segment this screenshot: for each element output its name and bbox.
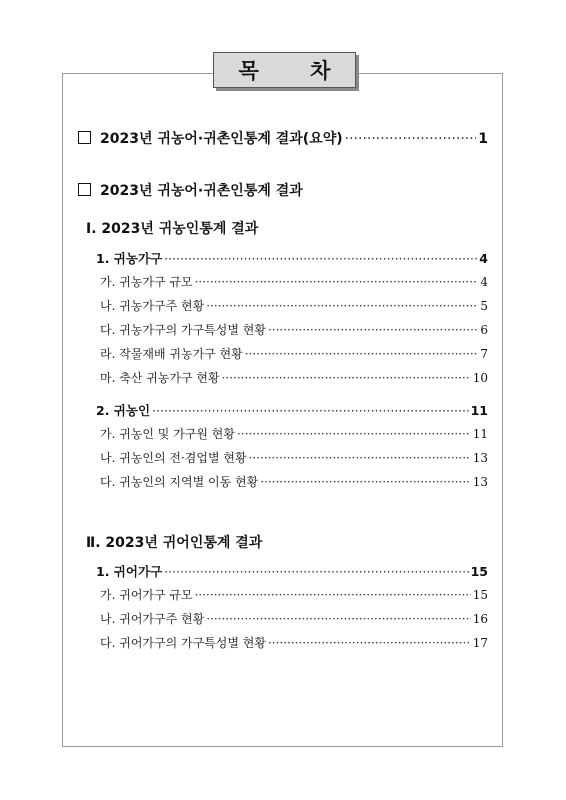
toc-item-entry[interactable] [100, 473, 488, 490]
item-label: 가. 귀농인 및 가구원 현황 [100, 427, 235, 441]
toc-section-entry[interactable] [96, 249, 488, 267]
item-label: 가. 귀어가구 규모 [100, 588, 193, 602]
item-label: 다. 귀농인의 지역별 이동 현황 [100, 475, 259, 489]
dot-leader [268, 323, 478, 337]
dot-leader [195, 275, 479, 289]
part2-heading: Ⅱ. 2023년 귀어인통계 결과 [86, 535, 263, 551]
section-label: 2. 귀농인 [96, 403, 151, 418]
item-page: 13 [472, 475, 488, 489]
checkbox-square-icon [78, 183, 91, 196]
dot-leader [152, 403, 469, 418]
toc-item-entry[interactable] [100, 321, 488, 338]
toc-item-entry[interactable] [100, 634, 488, 651]
item-label: 라. 작물재배 귀농가구 현황 [100, 347, 243, 361]
dot-leader [164, 564, 468, 579]
item-page: 10 [472, 371, 488, 385]
summary-page: 1 [478, 131, 488, 147]
item-page: 16 [472, 612, 488, 626]
dot-leader [206, 299, 478, 313]
toc-item-entry[interactable] [100, 345, 488, 362]
main-heading-text: 2023년 귀농어·귀촌인통계 결과 [100, 183, 303, 199]
section-page: 11 [470, 403, 488, 418]
dot-leader [206, 612, 471, 626]
dot-leader [345, 131, 477, 147]
section-label: 1. 귀어가구 [96, 564, 163, 579]
item-label: 마. 축산 귀농가구 현황 [100, 371, 220, 385]
dot-leader [260, 475, 471, 489]
item-page: 13 [472, 451, 488, 465]
section-page: 15 [470, 564, 488, 579]
section-label: 1. 귀농가구 [96, 251, 163, 266]
item-page: 6 [480, 323, 488, 337]
dot-leader [249, 451, 471, 465]
dot-leader [237, 427, 471, 441]
item-page: 17 [472, 636, 488, 650]
toc-item-entry[interactable] [100, 369, 488, 386]
part1-heading: Ⅰ. 2023년 귀농인통계 결과 [86, 221, 259, 237]
checkbox-square-icon [78, 131, 91, 144]
dot-leader [268, 636, 471, 650]
dot-leader [164, 251, 477, 266]
item-page: 11 [472, 427, 488, 441]
item-page: 4 [480, 275, 488, 289]
item-label: 다. 귀어가구의 가구특성별 현황 [100, 636, 266, 650]
section-page: 4 [479, 251, 488, 266]
toc-item-entry[interactable] [100, 425, 488, 442]
item-page: 5 [480, 299, 488, 313]
dot-leader [195, 588, 471, 602]
item-label: 나. 귀농가구주 현황 [100, 299, 205, 313]
dot-leader [222, 371, 471, 385]
toc-item-entry[interactable] [100, 586, 488, 603]
item-label: 나. 귀농인의 전·겸업별 현황 [100, 451, 247, 465]
toc-title: 목 차 [213, 52, 356, 88]
toc-section-entry[interactable] [96, 562, 488, 580]
dot-leader [245, 347, 479, 361]
item-page: 7 [480, 347, 488, 361]
toc-item-entry[interactable] [100, 273, 488, 290]
summary-label: 2023년 귀농어·귀촌인통계 결과(요약) [100, 131, 343, 147]
item-label: 다. 귀농가구의 가구특성별 현황 [100, 323, 266, 337]
toc-section-entry[interactable] [96, 401, 488, 419]
toc-item-entry[interactable] [100, 610, 488, 627]
toc-item-entry[interactable] [100, 449, 488, 466]
main-heading [78, 180, 303, 200]
toc-item-entry[interactable] [100, 297, 488, 314]
item-label: 가. 귀농가구 규모 [100, 275, 193, 289]
item-page: 15 [472, 588, 488, 602]
item-label: 나. 귀어가구주 현황 [100, 612, 205, 626]
toc-summary-entry[interactable] [78, 128, 488, 148]
